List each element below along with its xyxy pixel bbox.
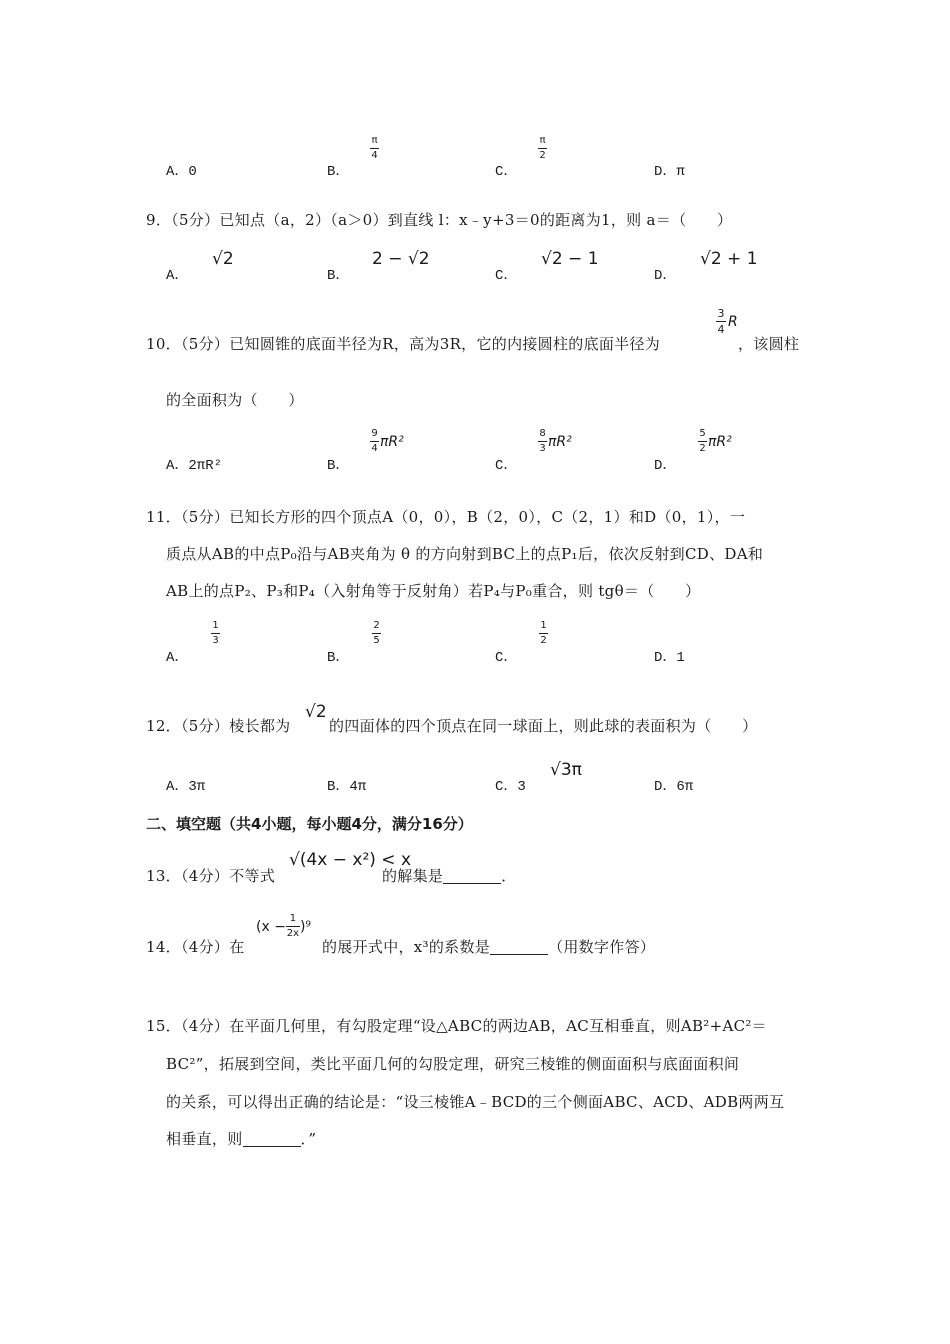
q9-option-d-math: √2 + 1	[700, 249, 758, 269]
q8-option-c-fraction	[538, 136, 547, 161]
q12-option-a: A．3π	[166, 779, 206, 795]
q11-option-c: C．	[495, 650, 518, 666]
q11-stem-line1: 11．（5分）已知长方形的四个顶点A（0，0），B（2，0），C（2，1）和D（0，1），一	[146, 508, 746, 526]
q11-stem-line3: AB上的点P₂、P₃和P₄（入射角等于反射角）若P₄与P₀重合，则 tgθ＝（ ）	[166, 582, 701, 600]
fraction-denominator: 4	[717, 323, 725, 336]
q10-stem-line2: 的全面积为（ ）	[166, 391, 304, 409]
q10-stem-fraction	[716, 308, 738, 335]
q9-option-c: C．	[495, 268, 518, 284]
q15-stem-line3: 的关系，可以得出正确的结论是：“设三棱锥A﹣BCD的三个侧面ABC、ACD、ADB两两互	[166, 1093, 785, 1111]
q15-stem-line1: 15．（4分）在平面几何里，有勾股定理“设△ABC的两边AB，AC互相垂直，则AB²+AC²＝	[146, 1017, 767, 1035]
q8-option-b: B．	[327, 164, 350, 180]
q15-line4-pre: 相垂直，则	[166, 1130, 243, 1148]
fraction-numerator: 3	[717, 307, 725, 320]
q8-option-d: D．π	[654, 164, 685, 180]
q8-option-c: C．	[495, 164, 518, 180]
q13-stem-pre: 13．（4分）不等式	[146, 867, 276, 885]
q12-stem-math: √2	[305, 702, 327, 722]
q12-option-c: C．3	[495, 779, 526, 795]
q11-stem-line2: 质点从AB的中点P₀沿与AB夹角为 θ 的方向射到BC上的点P₁后，依次反射到CD、DA和	[166, 545, 764, 563]
q14-post-text: 的展开式中，x³的系数是	[322, 938, 491, 956]
q11-option-c-fraction	[539, 621, 548, 646]
q10-option-c-fraction	[538, 429, 572, 454]
q10-option-d: D．	[654, 458, 677, 474]
fraction-denominator: 3	[212, 635, 219, 646]
q15-answer-blank	[243, 1132, 301, 1147]
q11-option-d: D．1	[654, 650, 685, 666]
fraction-numerator: 9	[371, 428, 378, 439]
q11-option-a-fraction	[211, 621, 220, 646]
q9-option-a: A．	[166, 268, 189, 284]
q9-option-b: B．	[327, 268, 350, 284]
fraction-numerator: π	[539, 135, 546, 146]
q9-option-b-math: 2 − √2	[372, 249, 430, 269]
fraction-denominator: 2	[540, 635, 547, 646]
q15-stem-line4	[166, 1128, 316, 1149]
q11-option-b: B．	[327, 650, 350, 666]
q10-stem-line1: 10．（5分）已知圆锥的底面半径为R，高为3R，它的内接圆柱的底面半径为	[146, 335, 661, 353]
fraction-tail: πR²	[380, 433, 404, 450]
fraction-denominator: 2x	[286, 928, 300, 939]
fraction-denominator: 3	[539, 443, 546, 454]
q14-end: （用数字作答）	[548, 938, 656, 956]
q9-option-d: D．	[654, 268, 677, 284]
fraction-numerator: 5	[699, 428, 706, 439]
fraction-numerator: 1	[212, 620, 219, 631]
q13-answer-blank	[443, 869, 501, 884]
q11-option-b-fraction	[372, 621, 381, 646]
q9-option-a-math: √2	[212, 249, 234, 269]
fraction-denominator: 2	[539, 150, 546, 161]
fraction-numerator: 8	[539, 428, 546, 439]
q13-stem-post	[382, 865, 517, 886]
fraction-denominator: 4	[371, 443, 378, 454]
q13-math: √(4x − x²) < x	[289, 850, 412, 870]
section-title: 二、填空题（共4小题，每小题4分，满分16分）	[146, 815, 473, 833]
q12-option-b: B．4π	[327, 779, 367, 795]
q14-stem-post	[322, 936, 655, 957]
q9-option-c-math: √2 − 1	[541, 249, 599, 269]
q15-stem-line2: BC²”，拓展到空间，类比平面几何的勾股定理，研究三棱锥的侧面面积与底面面积间	[166, 1055, 740, 1073]
q15-line4-end: ．”	[300, 1130, 317, 1148]
q14-math	[256, 914, 311, 939]
q14-math-b: )⁹	[299, 918, 312, 935]
q13-post-text: 的解集是	[382, 867, 444, 885]
q10-option-b-fraction	[370, 429, 404, 454]
q8-option-a: A．0	[166, 164, 197, 180]
q14-math-a: (x −	[256, 918, 286, 935]
fraction-denominator: 5	[373, 635, 380, 646]
q10-option-c: C．	[495, 458, 518, 474]
q12-stem-post: 的四面体的四个顶点在同一球面上，则此球的表面积为（ ）	[329, 717, 758, 735]
q13-end: ．	[501, 867, 517, 885]
q9-stem: 9．（5分）已知点（a，2）（a＞0）到直线 l：x﹣y+3＝0的距离为1，则 a＝（ ）	[146, 211, 733, 229]
q10-stem-line1-end: ，该圆柱	[738, 335, 800, 353]
q10-option-b: B．	[327, 458, 350, 474]
q10-option-d-fraction	[698, 429, 732, 454]
fraction-numerator: 2	[373, 620, 380, 631]
fraction-numerator: π	[371, 135, 378, 146]
q14-answer-blank	[490, 940, 548, 955]
q12-option-c-math: √3π	[550, 760, 582, 780]
q10-option-a: A．2πR²	[166, 458, 223, 474]
fraction-numerator: 1	[540, 620, 547, 631]
fraction-tail: R	[728, 313, 738, 330]
q11-option-a: A．	[166, 650, 189, 666]
fraction-tail: πR²	[548, 433, 572, 450]
fraction-denominator: 2	[699, 443, 706, 454]
q14-stem-pre: 14．（4分）在	[146, 938, 245, 956]
q12-stem-pre: 12．（5分）棱长都为	[146, 717, 291, 735]
fraction-tail: πR²	[708, 433, 732, 450]
q12-option-d: D．6π	[654, 779, 694, 795]
fraction-numerator: 1	[289, 913, 297, 924]
q8-option-b-fraction	[370, 136, 379, 161]
fraction-denominator: 4	[371, 150, 378, 161]
